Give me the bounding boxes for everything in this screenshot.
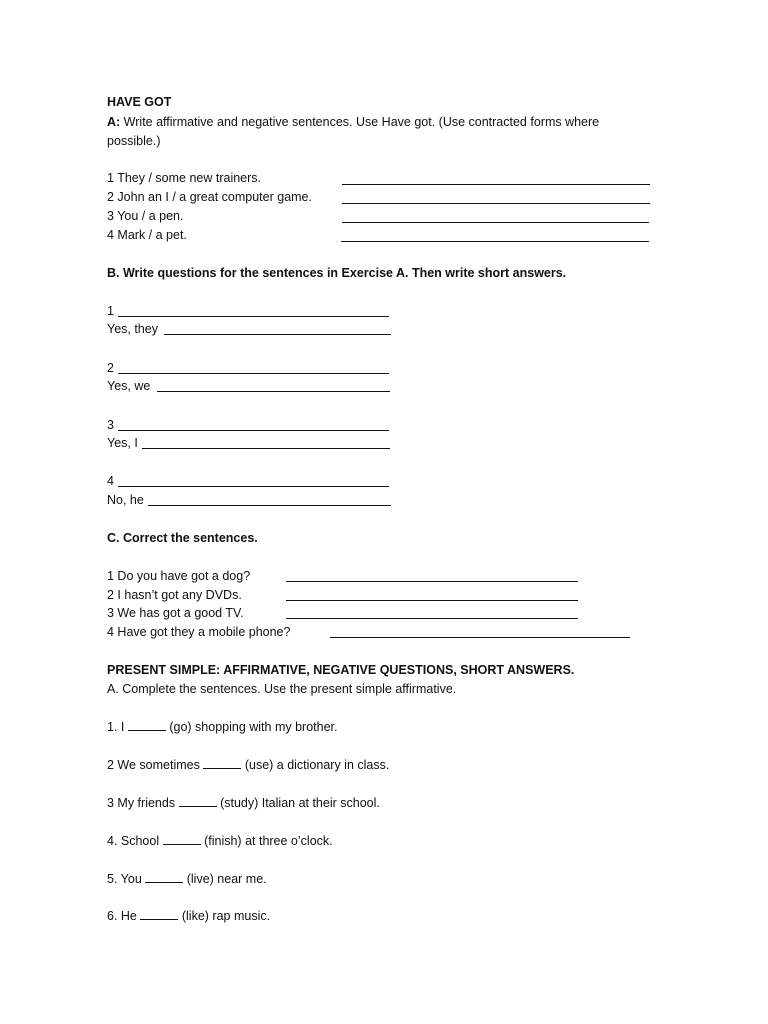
present-simple-item-3: 3 My friends (study) Italian at their school.	[107, 796, 380, 810]
exercise-c-item-1: 1 Do you have got a dog?	[107, 569, 251, 583]
answer-line[interactable]	[118, 430, 389, 431]
exercise-b-answer-4: No, he	[107, 493, 144, 507]
exercise-c-item-3: 3 We has got a good TV.	[107, 606, 244, 620]
exercise-a-item-2: 2 John an I / a great computer game.	[107, 190, 312, 204]
section-title-present-simple: PRESENT SIMPLE: AFFIRMATIVE, NEGATIVE QUESTIONS, SHORT ANSWERS.	[107, 663, 575, 677]
exercise-b-instruction: B. Write questions for the sentences in Exercise A. Then write short answers.	[107, 266, 567, 280]
answer-line[interactable]	[164, 334, 391, 335]
exercise-c-item-2: 2 I hasn’t got any DVDs.	[107, 588, 242, 602]
fill-blank[interactable]	[140, 908, 178, 920]
present-simple-instruction: A. Complete the sentences. Use the present simple affirmative.	[107, 682, 457, 696]
present-simple-item-5: 5. You (live) near me.	[107, 872, 267, 886]
answer-line[interactable]	[330, 637, 630, 638]
exercise-a-text: Write affirmative and negative sentences. Use Have got. (Use contracted forms where possible.)	[107, 115, 600, 148]
exercise-b-answer-3: Yes, I	[107, 436, 138, 450]
answer-line[interactable]	[341, 241, 649, 242]
exercise-a-item-4: 4 Mark / a pet.	[107, 228, 187, 242]
exercise-a-item-3: 3 You / a pen.	[107, 209, 184, 223]
exercise-b-question-2: 2	[107, 361, 114, 375]
exercise-b-answer-2: Yes, we	[107, 379, 151, 393]
exercise-b-question-4: 4	[107, 474, 114, 488]
answer-line[interactable]	[157, 391, 390, 392]
present-simple-item-4: 4. School (finish) at three o’clock.	[107, 834, 333, 848]
exercise-a-item-1: 1 They / some new trainers.	[107, 171, 262, 185]
exercise-c-instruction: C. Correct the sentences.	[107, 531, 258, 545]
answer-line[interactable]	[118, 486, 389, 487]
fill-blank[interactable]	[179, 795, 217, 807]
answer-line[interactable]	[118, 373, 389, 374]
section-title-have-got: HAVE GOT	[107, 95, 172, 109]
fill-blank[interactable]	[203, 757, 241, 769]
answer-line[interactable]	[286, 618, 578, 619]
answer-line[interactable]	[118, 316, 389, 317]
answer-line[interactable]	[342, 222, 649, 223]
exercise-a-label: A:	[107, 115, 121, 129]
answer-line[interactable]	[286, 581, 578, 582]
answer-line[interactable]	[142, 448, 390, 449]
fill-blank[interactable]	[145, 871, 183, 883]
answer-line[interactable]	[286, 600, 578, 601]
exercise-b-question-1: 1	[107, 304, 114, 318]
exercise-b-answer-1: Yes, they	[107, 322, 158, 336]
fill-blank[interactable]	[163, 833, 201, 845]
answer-line[interactable]	[342, 203, 650, 204]
present-simple-item-2: 2 We sometimes (use) a dictionary in class.	[107, 758, 390, 772]
fill-blank[interactable]	[128, 719, 166, 731]
answer-line[interactable]	[148, 505, 391, 506]
answer-line[interactable]	[342, 184, 650, 185]
exercise-c-item-4: 4 Have got they a mobile phone?	[107, 625, 291, 639]
present-simple-item-6: 6. He (like) rap music.	[107, 909, 271, 923]
exercise-b-question-3: 3	[107, 418, 114, 432]
exercise-a-instruction	[107, 113, 652, 151]
present-simple-item-1: 1. I (go) shopping with my brother.	[107, 720, 338, 734]
